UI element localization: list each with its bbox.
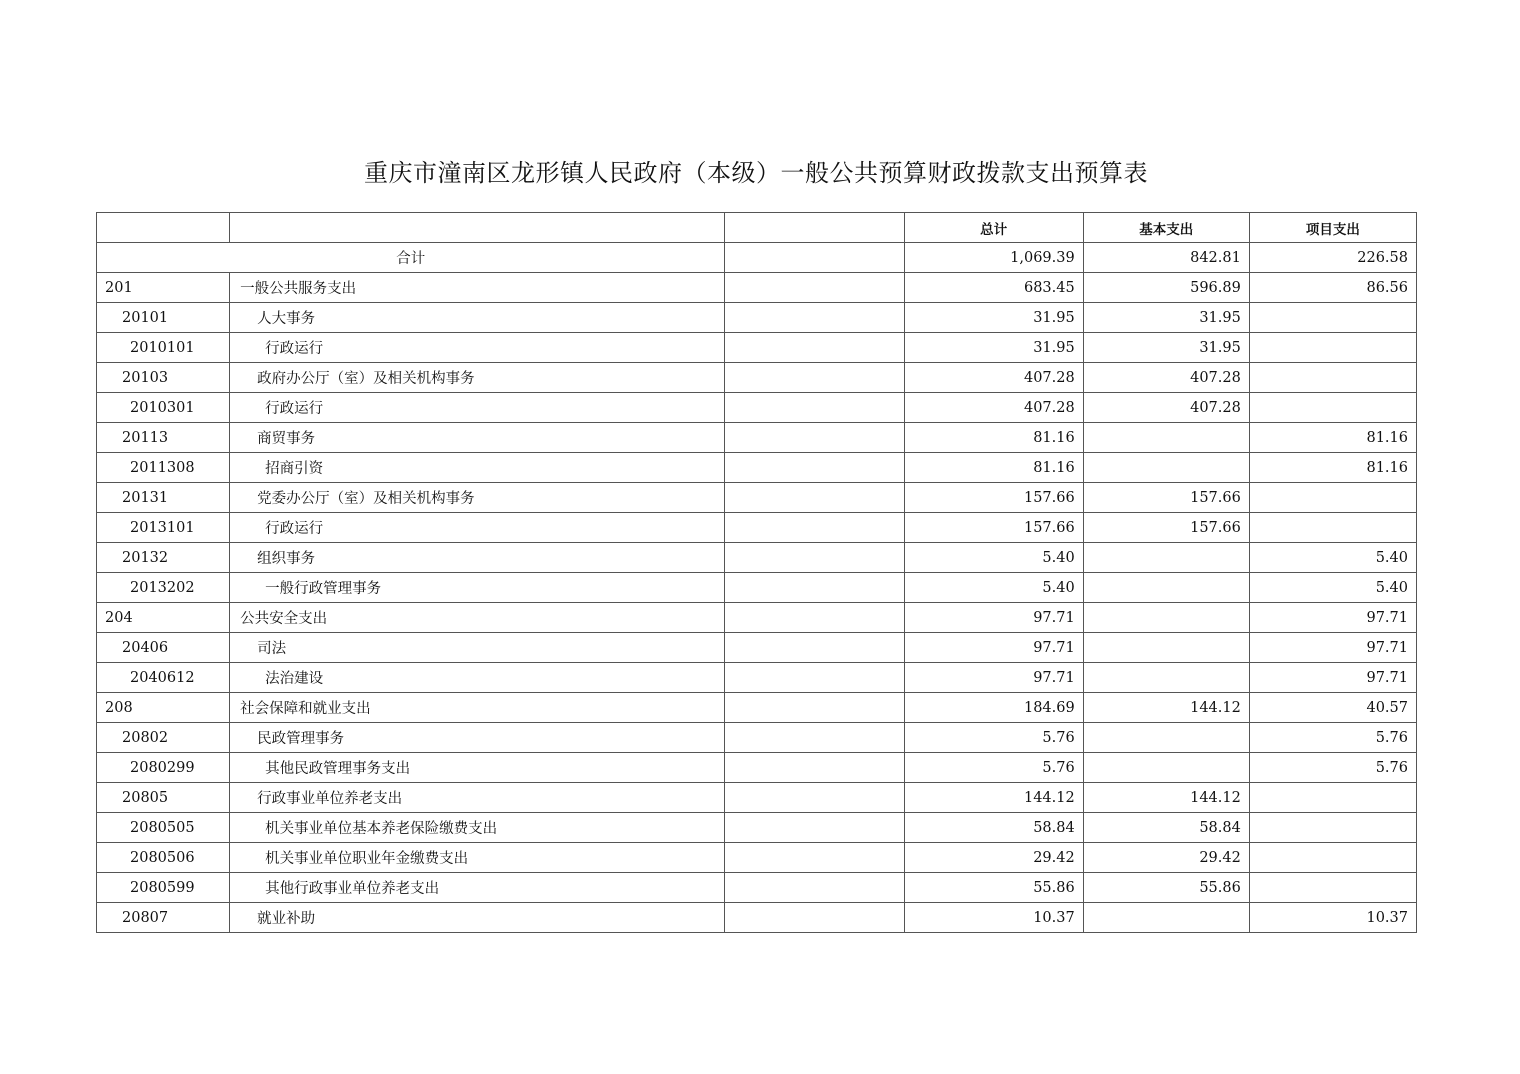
summary-total: 1,069.39 xyxy=(904,243,1083,273)
budget-table xyxy=(96,212,1417,933)
table-row xyxy=(97,783,1417,813)
row-name: 司法 xyxy=(230,633,725,663)
row-name: 一般公共服务支出 xyxy=(230,273,725,303)
table-row xyxy=(97,603,1417,633)
row-total: 81.16 xyxy=(904,453,1083,483)
row-basic xyxy=(1083,453,1249,483)
row-blank xyxy=(725,513,904,543)
row-project xyxy=(1249,813,1416,843)
row-project: 5.76 xyxy=(1249,753,1416,783)
row-code: 2013101 xyxy=(97,513,230,543)
row-code: 2040612 xyxy=(97,663,230,693)
row-name: 招商引资 xyxy=(230,453,725,483)
row-project: 5.40 xyxy=(1249,543,1416,573)
row-code: 20113 xyxy=(97,423,230,453)
row-name: 就业补助 xyxy=(230,903,725,933)
row-name: 行政运行 xyxy=(230,333,725,363)
table-row xyxy=(97,513,1417,543)
row-code: 20101 xyxy=(97,303,230,333)
row-total: 5.76 xyxy=(904,753,1083,783)
row-total: 407.28 xyxy=(904,363,1083,393)
row-basic: 31.95 xyxy=(1083,303,1249,333)
row-total: 10.37 xyxy=(904,903,1083,933)
row-blank xyxy=(725,603,904,633)
table-row xyxy=(97,423,1417,453)
row-code: 20132 xyxy=(97,543,230,573)
row-total: 184.69 xyxy=(904,693,1083,723)
row-name: 人大事务 xyxy=(230,303,725,333)
row-project: 81.16 xyxy=(1249,423,1416,453)
table-row xyxy=(97,483,1417,513)
row-total: 407.28 xyxy=(904,393,1083,423)
row-basic: 407.28 xyxy=(1083,363,1249,393)
row-project xyxy=(1249,363,1416,393)
row-code: 2010101 xyxy=(97,333,230,363)
table-row xyxy=(97,363,1417,393)
row-basic xyxy=(1083,633,1249,663)
row-code: 204 xyxy=(97,603,230,633)
table-row xyxy=(97,573,1417,603)
row-total: 144.12 xyxy=(904,783,1083,813)
row-total: 81.16 xyxy=(904,423,1083,453)
row-code: 2080505 xyxy=(97,813,230,843)
row-total: 97.71 xyxy=(904,633,1083,663)
row-project: 10.37 xyxy=(1249,903,1416,933)
row-blank xyxy=(725,333,904,363)
row-blank xyxy=(725,483,904,513)
header-project: 项目支出 xyxy=(1249,213,1416,243)
table-row xyxy=(97,903,1417,933)
row-blank xyxy=(725,723,904,753)
row-project: 86.56 xyxy=(1249,273,1416,303)
row-name: 其他行政事业单位养老支出 xyxy=(230,873,725,903)
row-total: 97.71 xyxy=(904,603,1083,633)
table-body xyxy=(97,243,1417,933)
row-project xyxy=(1249,393,1416,423)
row-blank xyxy=(725,813,904,843)
row-name: 行政运行 xyxy=(230,393,725,423)
row-code: 20103 xyxy=(97,363,230,393)
row-basic: 55.86 xyxy=(1083,873,1249,903)
row-name: 商贸事务 xyxy=(230,423,725,453)
row-project: 97.71 xyxy=(1249,603,1416,633)
row-name: 行政运行 xyxy=(230,513,725,543)
row-blank xyxy=(725,753,904,783)
row-name: 党委办公厅（室）及相关机构事务 xyxy=(230,483,725,513)
row-total: 31.95 xyxy=(904,303,1083,333)
row-blank xyxy=(725,543,904,573)
row-basic xyxy=(1083,603,1249,633)
row-code: 20406 xyxy=(97,633,230,663)
row-project xyxy=(1249,483,1416,513)
row-blank xyxy=(725,273,904,303)
page-title: 重庆市潼南区龙形镇人民政府（本级）一般公共预算财政拨款支出预算表 xyxy=(364,159,1148,187)
row-total: 5.40 xyxy=(904,573,1083,603)
table-row xyxy=(97,633,1417,663)
row-total: 97.71 xyxy=(904,663,1083,693)
row-blank xyxy=(725,303,904,333)
summary-label: 合计 xyxy=(97,243,725,273)
row-basic: 157.66 xyxy=(1083,513,1249,543)
row-basic xyxy=(1083,753,1249,783)
row-basic xyxy=(1083,723,1249,753)
table-row xyxy=(97,843,1417,873)
table-row xyxy=(97,663,1417,693)
row-blank xyxy=(725,633,904,663)
table-row xyxy=(97,273,1417,303)
row-basic xyxy=(1083,573,1249,603)
row-blank xyxy=(725,693,904,723)
table-row xyxy=(97,453,1417,483)
header-basic: 基本支出 xyxy=(1083,213,1249,243)
row-code: 2013202 xyxy=(97,573,230,603)
summary-row xyxy=(97,243,1417,273)
row-basic: 29.42 xyxy=(1083,843,1249,873)
row-blank xyxy=(725,453,904,483)
row-name: 法治建设 xyxy=(230,663,725,693)
row-basic: 157.66 xyxy=(1083,483,1249,513)
row-name: 社会保障和就业支出 xyxy=(230,693,725,723)
row-total: 29.42 xyxy=(904,843,1083,873)
row-name: 民政管理事务 xyxy=(230,723,725,753)
row-total: 5.40 xyxy=(904,543,1083,573)
row-name: 一般行政管理事务 xyxy=(230,573,725,603)
row-basic: 144.12 xyxy=(1083,783,1249,813)
row-project xyxy=(1249,873,1416,903)
row-total: 31.95 xyxy=(904,333,1083,363)
row-project xyxy=(1249,513,1416,543)
row-name: 公共安全支出 xyxy=(230,603,725,633)
row-code: 20805 xyxy=(97,783,230,813)
row-total: 58.84 xyxy=(904,813,1083,843)
header-blank xyxy=(725,213,904,243)
table-row xyxy=(97,333,1417,363)
row-code: 20807 xyxy=(97,903,230,933)
row-name: 机关事业单位基本养老保险缴费支出 xyxy=(230,813,725,843)
row-project xyxy=(1249,843,1416,873)
summary-blank xyxy=(725,243,904,273)
table-header-row xyxy=(97,213,1417,243)
row-total: 157.66 xyxy=(904,513,1083,543)
row-blank xyxy=(725,663,904,693)
row-blank xyxy=(725,423,904,453)
table-row xyxy=(97,393,1417,423)
row-code: 2080506 xyxy=(97,843,230,873)
row-basic xyxy=(1083,543,1249,573)
row-name: 行政事业单位养老支出 xyxy=(230,783,725,813)
row-code: 2080599 xyxy=(97,873,230,903)
row-project: 81.16 xyxy=(1249,453,1416,483)
row-project xyxy=(1249,783,1416,813)
row-code: 2010301 xyxy=(97,393,230,423)
header-name xyxy=(230,213,725,243)
row-blank xyxy=(725,783,904,813)
table-row xyxy=(97,723,1417,753)
row-name: 其他民政管理事务支出 xyxy=(230,753,725,783)
table-row xyxy=(97,543,1417,573)
table-row xyxy=(97,753,1417,783)
table-row xyxy=(97,303,1417,333)
row-project: 5.76 xyxy=(1249,723,1416,753)
summary-project: 226.58 xyxy=(1249,243,1416,273)
row-total: 5.76 xyxy=(904,723,1083,753)
row-total: 55.86 xyxy=(904,873,1083,903)
row-project: 40.57 xyxy=(1249,693,1416,723)
row-blank xyxy=(725,573,904,603)
table-row xyxy=(97,813,1417,843)
table-row xyxy=(97,873,1417,903)
row-total: 157.66 xyxy=(904,483,1083,513)
row-code: 20131 xyxy=(97,483,230,513)
row-basic xyxy=(1083,423,1249,453)
row-total: 683.45 xyxy=(904,273,1083,303)
row-code: 2011308 xyxy=(97,453,230,483)
row-basic: 596.89 xyxy=(1083,273,1249,303)
row-blank xyxy=(725,843,904,873)
row-basic: 58.84 xyxy=(1083,813,1249,843)
row-basic: 407.28 xyxy=(1083,393,1249,423)
row-project xyxy=(1249,333,1416,363)
row-basic xyxy=(1083,903,1249,933)
row-code: 20802 xyxy=(97,723,230,753)
header-code xyxy=(97,213,230,243)
table-row xyxy=(97,693,1417,723)
row-code: 2080299 xyxy=(97,753,230,783)
row-basic: 144.12 xyxy=(1083,693,1249,723)
row-name: 政府办公厅（室）及相关机构事务 xyxy=(230,363,725,393)
row-project: 97.71 xyxy=(1249,663,1416,693)
row-name: 机关事业单位职业年金缴费支出 xyxy=(230,843,725,873)
header-total: 总计 xyxy=(904,213,1083,243)
row-basic: 31.95 xyxy=(1083,333,1249,363)
row-blank xyxy=(725,363,904,393)
row-basic xyxy=(1083,663,1249,693)
row-project: 97.71 xyxy=(1249,633,1416,663)
row-project xyxy=(1249,303,1416,333)
row-blank xyxy=(725,903,904,933)
row-code: 201 xyxy=(97,273,230,303)
summary-basic: 842.81 xyxy=(1083,243,1249,273)
row-name: 组织事务 xyxy=(230,543,725,573)
row-blank xyxy=(725,393,904,423)
row-project: 5.40 xyxy=(1249,573,1416,603)
row-code: 208 xyxy=(97,693,230,723)
row-blank xyxy=(725,873,904,903)
